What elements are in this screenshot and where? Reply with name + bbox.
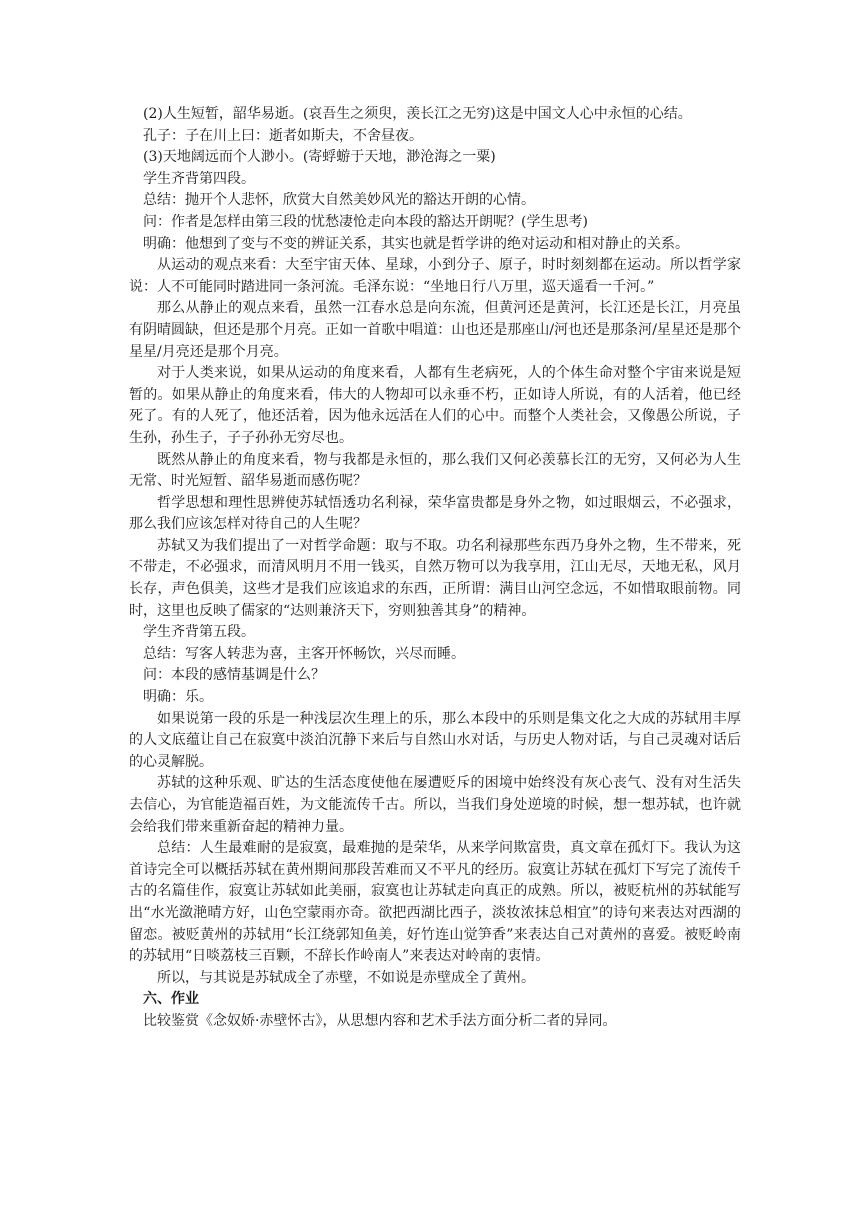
paragraph: 既然从静止的角度来看，物与我都是永恒的，那么我们又何必羡慕长江的无穷，又何必为人生无常、时光短暂、韶华易逝而感伤呢？: [129, 451, 741, 490]
paragraph: 问：本段的感情基调是什么？: [143, 667, 325, 684]
paragraph: 哲学思想和理性思辨使苏轼悟透功名利禄，荣华富贵都是身外之物，如过眼烟云，不必强求，那么我们应该怎样对待自己的人生呢？: [129, 494, 741, 533]
paragraph: 问：作者是怎样由第三段的忧愁凄怆走向本段的豁达开朗呢？(学生思考): [143, 213, 588, 230]
paragraph: 总结：写客人转悲为喜，主客开怀畅饮，兴尽而睡。: [143, 645, 465, 662]
paragraph: 从运动的观点来看：大至宇宙天体、星球，小到分子、原子，时时刻刻都在运动。所以哲学家说：人不可能同时踏进同一条河流。毛泽东说：“坐地日行八万里，巡天遥看一千河。”: [129, 257, 741, 295]
paragraph: 那么从静止的观点来看，虽然一江春水总是向东流，但黄河还是黄河，长江还是长江，月亮虽有阴晴圆缺，但还是那个月亮。正如一首歌中唱道：山也还是那座山/河也还是那条河/星星还是那个星星/月亮还是那个月亮。: [129, 300, 741, 360]
paragraph: 比较鉴赏《念奴娇·赤壁怀古》，从思想内容和艺术手法方面分析二者的异同。: [143, 1012, 617, 1029]
paragraph: 如果说第一段的乐是一种浅层次生理上的乐，那么本段中的乐则是集文化之大成的苏轼用丰厚的人文底蕴让自己在寂寞中淡泊沉静下来后与自然山水对话，与历史人物对话，与自己灵魂对话后的心灵解脱。: [129, 710, 741, 770]
paragraph: 学生齐背第五段。: [143, 624, 255, 641]
paragraph: (2)人生短暂，韶华易逝。(哀吾生之须臾，羡长江之无穷)这是中国文人心中永恒的心结。: [143, 106, 692, 122]
paragraph: 明确：他想到了变与不变的辨证关系，其实也就是哲学讲的绝对运动和相对静止的关系。: [143, 235, 689, 252]
paragraph: (3)天地阔远而个人渺小。(寄蜉蝣于天地，渺沧海之一粟): [143, 149, 496, 166]
paragraph: 学生齐背第四段。: [143, 170, 255, 187]
paragraph: 明确：乐。: [143, 689, 213, 706]
document-body: [129, 104, 741, 1033]
paragraph: 总结：抛开个人悲怀，欣赏大自然美妙风光的豁达开朗的心情。: [143, 192, 535, 209]
paragraph: 对于人类来说，如果从运动的角度来看，人都有生老病死，人的个体生命对整个宇宙来说是短暂的。如果从静止的角度来看，伟大的人物却可以永垂不朽，正如诗人所说，有的人活着，他已经死了。有的人死了，他还活着，因为他永远活在人们的心中。而整个人类社会，又像愚公所说，子生孙，孙生子，子子孙孙无穷尽也。: [129, 365, 741, 446]
paragraph: 苏轼又为我们提出了一对哲学命题：取与不取。功名利禄那些东西乃身外之物，生不带来，死不带走，不必强求，而清风明月不用一钱买，自然万物可以为我享用，江山无尽，天地无私，风月长存，声色俱美，这些才是我们应该追求的东西，正所谓：满目山河空念远，不如惜取眼前物。同时，这里也反映了儒家的“达则兼济天下，穷则独善其身”的精神。: [129, 537, 741, 619]
paragraph: 孔子：子在川上曰：逝者如斯夫，不舍昼夜。: [143, 127, 423, 144]
paragraph: 苏轼的这种乐观、旷达的生活态度使他在屡遭贬斥的困境中始终没有灰心丧气、没有对生活失去信心，为官能造福百姓，为文能流传千古。所以，当我们身处逆境的时候，想一想苏轼，也许就会给我们带来重新奋起的精神力量。: [129, 775, 741, 835]
paragraph: 总结：人生最难耐的是寂寞，最难抛的是荣华，从来学问欺富贵，真文章在孤灯下。我认为这首诗完全可以概括苏轼在黄州期间那段苦难而又不平凡的经历。寂寞让苏轼在孤灯下写完了流传千古的名篇佳作，寂寞让苏轼如此美丽，寂寞也让苏轼走向真正的成熟。所以，被贬杭州的苏轼能写出“水光潋滟晴方好，山色空蒙雨亦奇。欲把西湖比西子，淡妆浓抹总相宜”的诗句来表达对西湖的留恋。被贬黄州的苏轼用“长江绕郭知鱼美，好竹连山觉笋香”来表达自己对黄州的喜爱。被贬岭南的苏轼用“日啖荔枝三百颗，不辞长作岭南人”来表达对岭南的衷情。: [129, 840, 741, 965]
section-heading: 六、作业: [143, 991, 199, 1008]
paragraph: 所以，与其说是苏轼成全了赤壁，不如说是赤壁成全了黄州。: [157, 969, 535, 986]
